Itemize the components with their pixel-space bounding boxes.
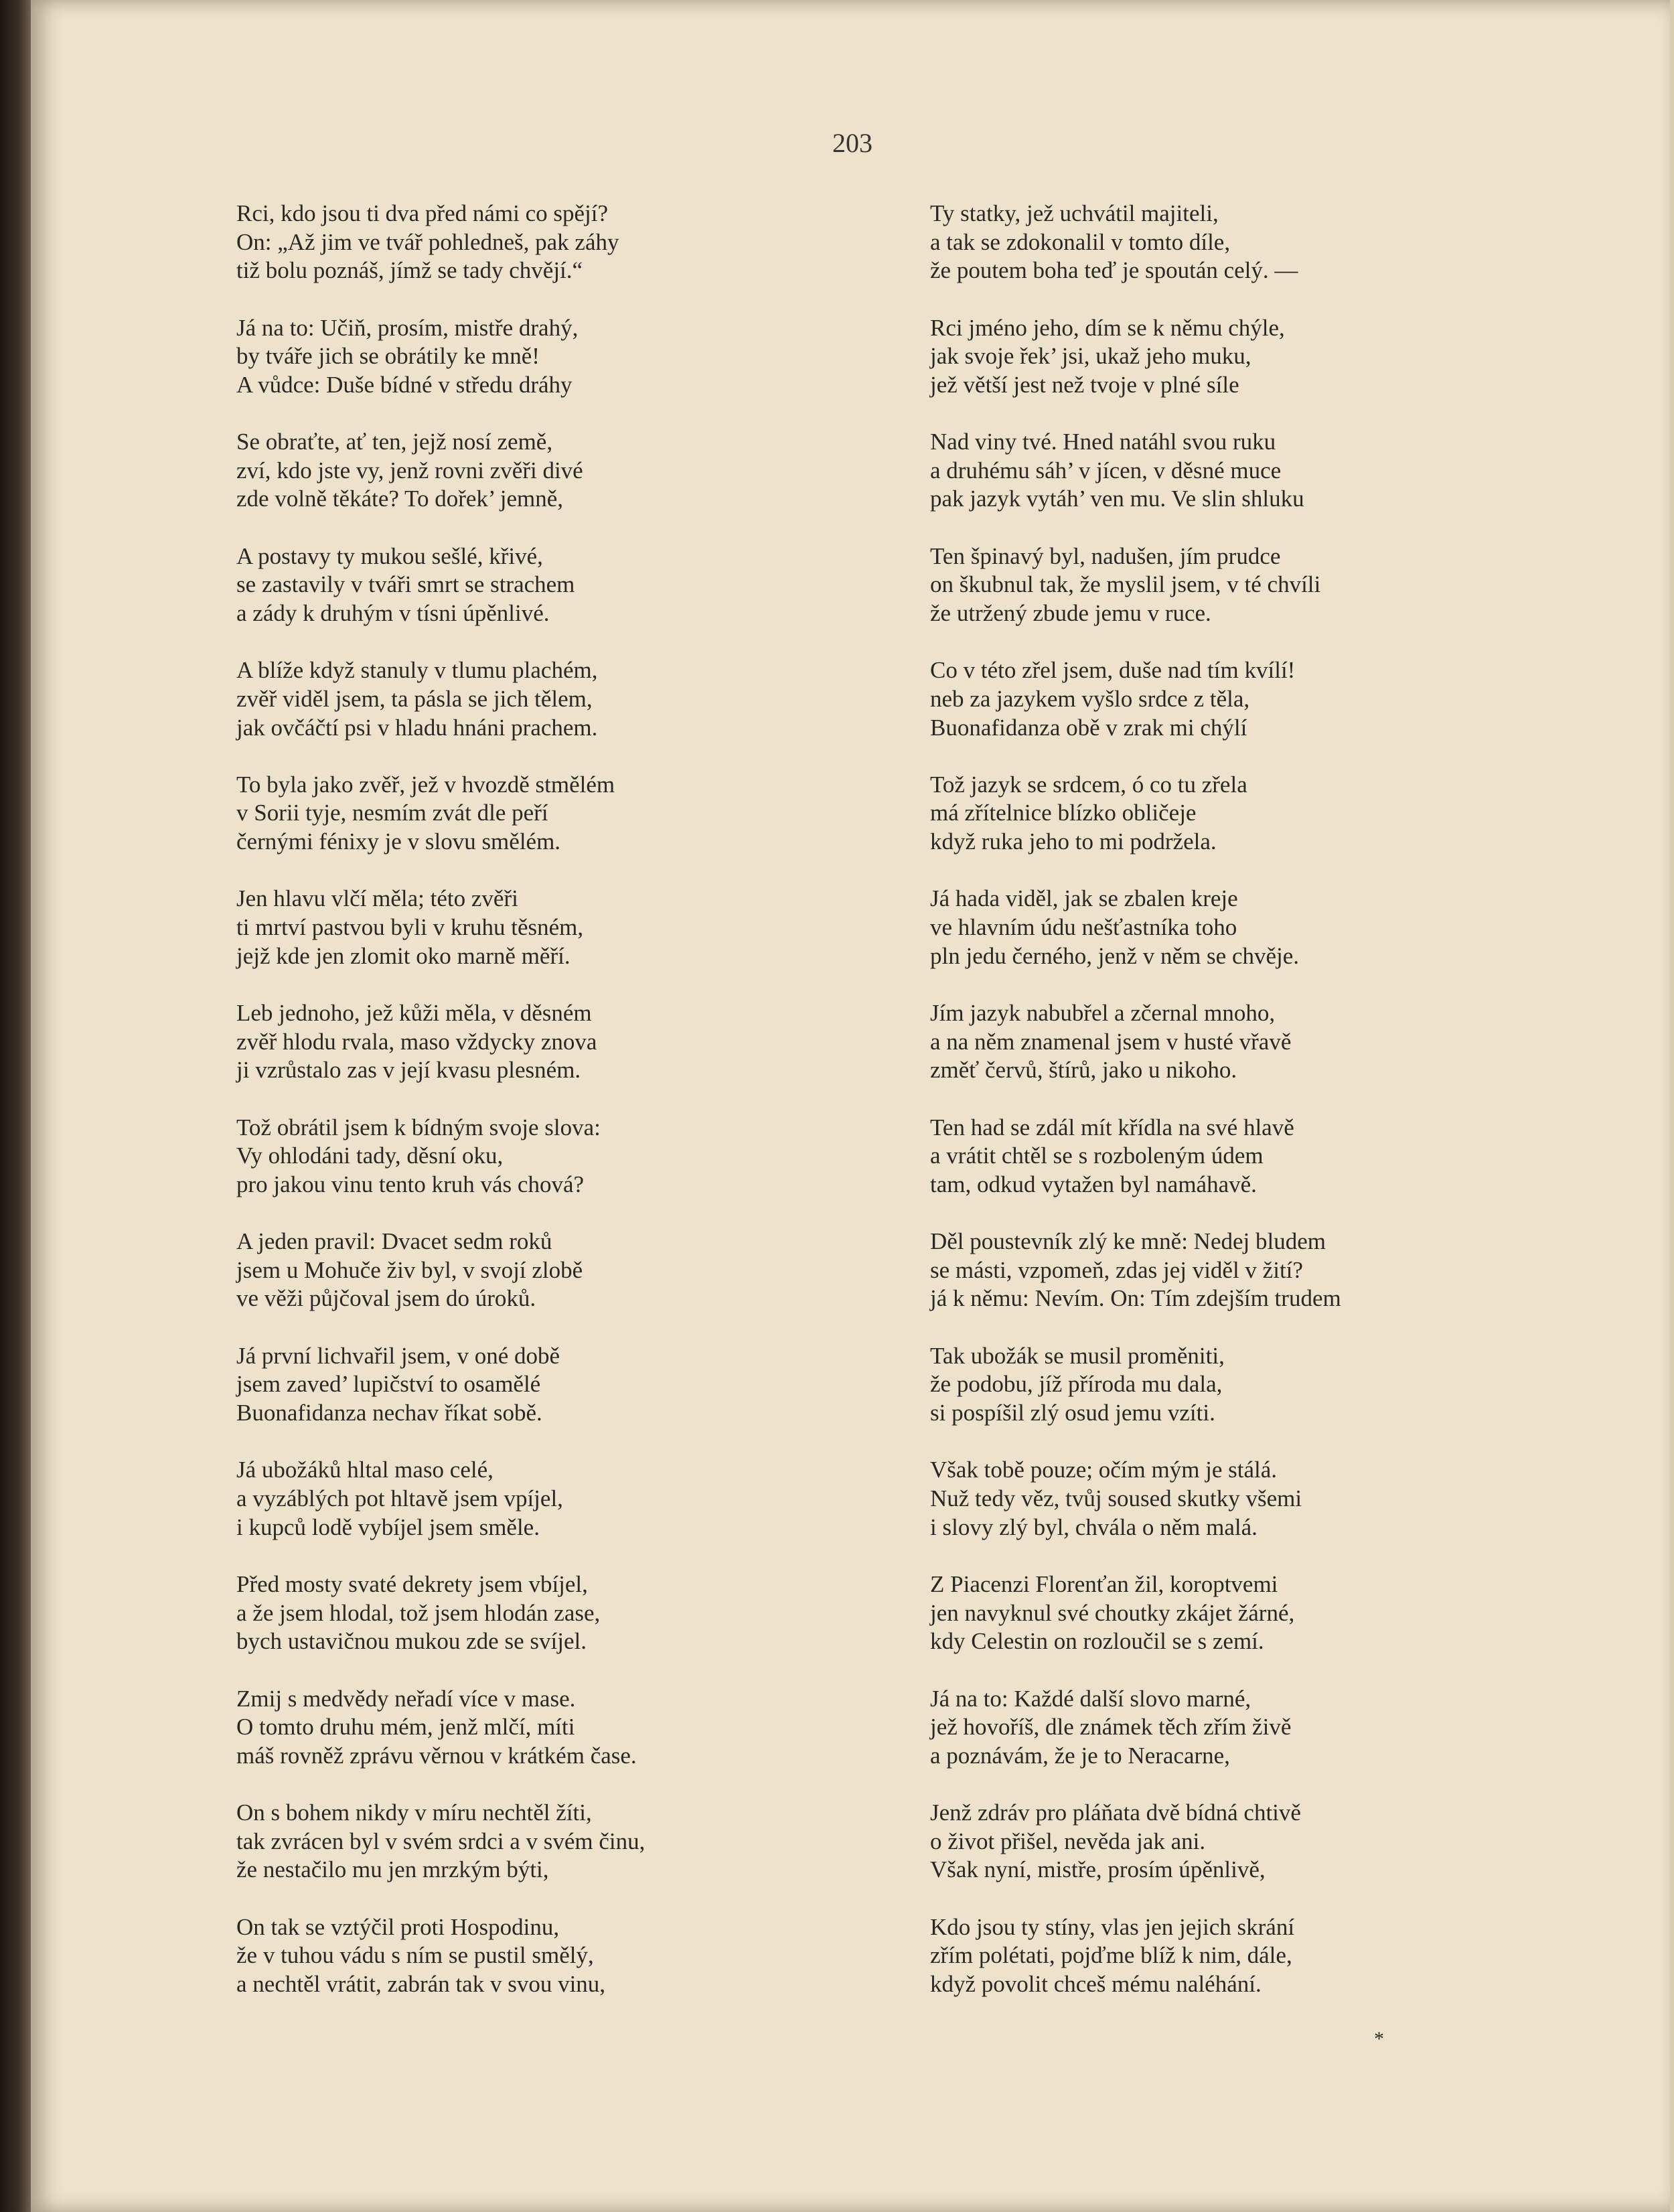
verse-line: Já ubožáků hltal maso celé, bbox=[236, 1457, 493, 1483]
stanza bbox=[236, 314, 645, 400]
verse-line: ve hlavním údu nešťastníka toho bbox=[930, 914, 1237, 941]
verse-line: On: „Až jim ve tvář pohledneš, pak záhy bbox=[236, 228, 619, 255]
verse-line: jak svoje řek’ jsi, ukaž jeho muku, bbox=[930, 343, 1251, 370]
stanza bbox=[236, 885, 645, 970]
verse-line: Já první lichvařil jsem, v oné době bbox=[236, 1342, 560, 1369]
verse-line: že utržený zbude jemu v ruce. bbox=[930, 599, 1211, 626]
verse-line: se zastavily v tváři smrt se strachem bbox=[236, 571, 575, 598]
book-page bbox=[31, 0, 1674, 2212]
verse-line: To byla jako zvěř, jež v hvozdě stmělém bbox=[236, 771, 615, 798]
verse-line: zde volně těkáte? To dořek’ jemně, bbox=[236, 486, 563, 512]
left-column bbox=[236, 200, 645, 2027]
verse-line: a na něm znamenal jsem v husté vřavě bbox=[930, 1028, 1292, 1055]
stanza bbox=[236, 1456, 645, 1542]
stanza bbox=[930, 1913, 1341, 1999]
verse-line: a poznávám, že je to Neracarne, bbox=[930, 1742, 1230, 1769]
verse-line: jež hovoříš, dle známek těch zřím živě bbox=[930, 1714, 1292, 1741]
stanza bbox=[930, 1456, 1341, 1542]
verse-line: zvěř viděl jsem, ta pásla se jich tělem, bbox=[236, 685, 593, 712]
verse-line: Nuž tedy věz, tvůj soused skutky všemi bbox=[930, 1485, 1302, 1511]
footer-mark: * bbox=[1374, 2028, 1384, 2050]
verse-line: Však nyní, mistře, prosím úpěnlivě, bbox=[930, 1856, 1266, 1883]
verse-line: Jenž zdráv pro pláňata dvě bídná chtivě bbox=[930, 1799, 1301, 1826]
verse-line: jsem zaved’ lupičství to osamělé bbox=[236, 1371, 541, 1398]
verse-line: Leb jednoho, jež kůži měla, v děsném bbox=[236, 1000, 592, 1027]
verse-line: ti mrtví pastvou byli v kruhu těsném, bbox=[236, 914, 584, 941]
verse-line: jak ovčáčtí psi v hladu hnáni prachem. bbox=[236, 714, 598, 741]
verse-line: si pospíšil zlý osud jemu vzíti. bbox=[930, 1399, 1215, 1426]
stanza bbox=[236, 656, 645, 742]
stanza bbox=[930, 314, 1341, 400]
verse-line: a druhému sáh’ v jícen, v děsné muce bbox=[930, 457, 1282, 484]
verse-line: pro jakou vinu tento kruh vás chová? bbox=[236, 1171, 585, 1197]
verse-line: jen navyknul své choutky zkájet žárné, bbox=[930, 1599, 1295, 1626]
verse-line: ji vzrůstalo zas v její kvasu plesném. bbox=[236, 1057, 581, 1084]
stanza bbox=[930, 771, 1341, 857]
verse-line: jsem u Mohuče živ byl, v svojí zlobě bbox=[236, 1256, 583, 1283]
stanza bbox=[236, 542, 645, 628]
verse-line: Však tobě pouze; očím mým je stálá. bbox=[930, 1457, 1278, 1483]
verse-line: Co v této zřel jsem, duše nad tím kvílí! bbox=[930, 657, 1296, 684]
stanza bbox=[236, 771, 645, 857]
verse-line: Já na to: Učiň, prosím, mistře drahý, bbox=[236, 314, 579, 341]
verse-line: Tak ubožák se musil proměniti, bbox=[930, 1342, 1225, 1369]
verse-line: Tož jazyk se srdcem, ó co tu zřela bbox=[930, 771, 1247, 798]
verse-line: tak zvrácen byl v svém srdci a v svém činu, bbox=[236, 1828, 645, 1854]
verse-line: že poutem boha teď je spoután celý. — bbox=[930, 257, 1298, 284]
stanza bbox=[930, 1114, 1341, 1199]
verse-line: Buonafidanza obě v zrak mi chýlí bbox=[930, 714, 1247, 741]
verse-line: Nad viny tvé. Hned natáhl svou ruku bbox=[930, 429, 1276, 455]
verse-line: černými fénixy je v slovu smělém. bbox=[236, 828, 561, 855]
verse-line: a tak se zdokonalil v tomto díle, bbox=[930, 228, 1231, 255]
verse-line: Děl poustevník zlý ke mně: Nedej bludem bbox=[930, 1228, 1326, 1255]
verse-line: A jeden pravil: Dvacet sedm roků bbox=[236, 1228, 552, 1255]
verse-line: má zřítelnice blízko obličeje bbox=[930, 800, 1197, 826]
stanza bbox=[930, 885, 1341, 970]
verse-line: jež větší jest než tvoje v plné síle bbox=[930, 371, 1239, 398]
verse-line: Zmij s medvědy neřadí více v mase. bbox=[236, 1685, 576, 1712]
page-number: 203 bbox=[832, 128, 872, 158]
stanza bbox=[236, 999, 645, 1085]
verse-line: A blíže když stanuly v tlumu plachém, bbox=[236, 657, 598, 684]
verse-line: Z Piacenzi Florenťan žil, koroptvemi bbox=[930, 1570, 1278, 1597]
verse-line: tiž bolu poznáš, jímž se tady chvějí.“ bbox=[236, 257, 583, 284]
verse-line: se másti, vzpomeň, zdas jej viděl v žití? bbox=[930, 1256, 1303, 1283]
verse-line: On s bohem nikdy v míru nechtěl žíti, bbox=[236, 1799, 592, 1826]
stanza bbox=[236, 1342, 645, 1428]
verse-line: Ty statky, jež uchvátil majiteli, bbox=[930, 200, 1219, 226]
stanza bbox=[236, 1570, 645, 1656]
verse-line: zřím polétati, pojďme blíž k nim, dále, bbox=[930, 1942, 1292, 1969]
verse-line: Buonafidanza nechav říkat sobě. bbox=[236, 1399, 542, 1426]
verse-line: že nestačilo mu jen mrzkým býti, bbox=[236, 1856, 549, 1883]
verse-line: a zády k druhým v tísni úpěnlivé. bbox=[236, 599, 550, 626]
verse-line: Před mosty svaté dekrety jsem vbíjel, bbox=[236, 1570, 588, 1597]
verse-line: ve věži půjčoval jsem do úroků. bbox=[236, 1285, 536, 1312]
verse-line: A postavy ty mukou sešlé, křivé, bbox=[236, 542, 543, 569]
stanza bbox=[930, 999, 1341, 1085]
verse-line: když povolit chceš mému naléhání. bbox=[930, 1970, 1262, 1997]
verse-line: O tomto druhu mém, jenž mlčí, míti bbox=[236, 1714, 575, 1741]
stanza bbox=[930, 1228, 1341, 1313]
verse-line: Ten špinavý byl, nadušen, jím prudce bbox=[930, 542, 1281, 569]
stanza bbox=[930, 1342, 1341, 1428]
verse-line: a nechtěl vrátit, zabrán tak v svou vinu, bbox=[236, 1970, 606, 1997]
stanza bbox=[930, 656, 1341, 742]
right-column bbox=[930, 200, 1341, 2027]
verse-line: Jím jazyk nabubřel a zčernal mnoho, bbox=[930, 1000, 1276, 1027]
book-spine bbox=[0, 0, 31, 2212]
stanza bbox=[236, 1685, 645, 1771]
verse-line: A vůdce: Duše bídné v středu dráhy bbox=[236, 371, 573, 398]
verse-line: i slovy zlý byl, chvála o něm malá. bbox=[930, 1514, 1258, 1540]
verse-line: Já na to: Každé další slovo marné, bbox=[930, 1685, 1251, 1712]
verse-line: Rci jméno jeho, dím se k němu chýle, bbox=[930, 314, 1285, 341]
verse-line: zví, kdo jste vy, jenž rovni zvěři divé bbox=[236, 457, 583, 484]
verse-line: neb za jazykem vyšlo srdce z těla, bbox=[930, 685, 1250, 712]
verse-line: On tak se vztýčil proti Hospodinu, bbox=[236, 1913, 560, 1940]
stanza bbox=[930, 200, 1341, 285]
verse-line: bych ustavičnou mukou zde se svíjel. bbox=[236, 1628, 587, 1655]
verse-line: pak jazyk vytáh’ ven mu. Ve slin shluku bbox=[930, 486, 1304, 512]
verse-line: máš rovněž zprávu věrnou v krátkém čase. bbox=[236, 1742, 637, 1769]
stanza bbox=[930, 542, 1341, 628]
verse-line: jejž kde jen zlomit oko marně měří. bbox=[236, 942, 570, 969]
verse-line: že v tuhou vádu s ním se pustil smělý, bbox=[236, 1942, 594, 1969]
stanza bbox=[236, 200, 645, 285]
verse-line: já k němu: Nevím. On: Tím zdejším trudem bbox=[930, 1285, 1341, 1312]
verse-line: kdy Celestin on rozloučil se s zemí. bbox=[930, 1628, 1264, 1655]
stanza bbox=[236, 1228, 645, 1313]
stanza bbox=[236, 1114, 645, 1199]
verse-line: by tváře jich se obrátily ke mně! bbox=[236, 343, 540, 370]
stanza bbox=[236, 428, 645, 514]
stanza bbox=[236, 1913, 645, 1999]
verse-line: Vy ohlodáni tady, děsní oku, bbox=[236, 1142, 504, 1169]
verse-line: Rci, kdo jsou ti dva před námi co spějí? bbox=[236, 200, 609, 226]
page-edge bbox=[1670, 0, 1674, 2212]
verse-line: on škubnul tak, že myslil jsem, v té chvíli bbox=[930, 571, 1321, 598]
stanza bbox=[236, 1799, 645, 1885]
verse-line: Kdo jsou ty stíny, vlas jen jejich skrání bbox=[930, 1913, 1295, 1940]
stanza bbox=[930, 1799, 1341, 1885]
verse-line: že podobu, jíž příroda mu dala, bbox=[930, 1371, 1223, 1398]
verse-line: změť červů, štírů, jako u nikoho. bbox=[930, 1057, 1237, 1084]
verse-line: a že jsem hlodal, tož jsem hlodán zase, bbox=[236, 1599, 601, 1626]
verse-line: Jen hlavu vlčí měla; této zvěři bbox=[236, 885, 518, 912]
verse-line: Tož obrátil jsem k bídným svoje slova: bbox=[236, 1114, 601, 1140]
verse-line: i kupců lodě vybíjel jsem směle. bbox=[236, 1514, 540, 1540]
verse-line: Já hada viděl, jak se zbalen kreje bbox=[930, 885, 1238, 912]
verse-line: Ten had se zdál mít křídla na své hlavě bbox=[930, 1114, 1294, 1140]
verse-line: když ruka jeho to mi podržela. bbox=[930, 828, 1217, 855]
verse-line: a vrátit chtěl se s rozboleným údem bbox=[930, 1142, 1264, 1169]
verse-line: v Sorii tyje, nesmím zvát dle peří bbox=[236, 800, 548, 826]
verse-line: pln jedu černého, jenž v něm se chvěje. bbox=[930, 942, 1300, 969]
stanza bbox=[930, 428, 1341, 514]
verse-line: tam, odkud vytažen byl namáhavě. bbox=[930, 1171, 1257, 1197]
stanza bbox=[930, 1570, 1341, 1656]
verse-line: o život přišel, nevěda jak ani. bbox=[930, 1828, 1206, 1854]
stanza bbox=[930, 1685, 1341, 1771]
verse-line: a vyzáblých pot hltavě jsem vpíjel, bbox=[236, 1485, 563, 1511]
verse-line: Se obraťte, ať ten, jejž nosí země, bbox=[236, 429, 553, 455]
verse-line: zvěř hlodu rvala, maso vždycky znova bbox=[236, 1028, 597, 1055]
